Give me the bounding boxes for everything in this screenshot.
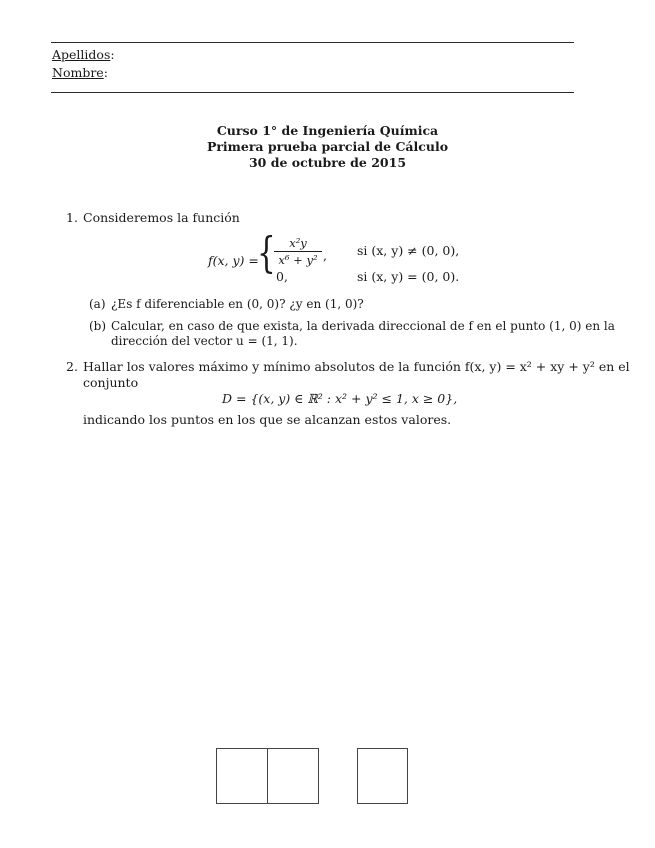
- problem1-intro: Consideremos la función: [83, 210, 240, 225]
- part-b-text-line1: Calcular, en caso de que exista, la derivada direccional de f en el punto (1, 0) en la: [111, 319, 615, 333]
- bottom-rule: [51, 92, 574, 93]
- piecewise-fraction: [274, 236, 322, 267]
- problem1-number: 1.: [66, 210, 78, 225]
- case1-comma: ,: [323, 248, 327, 263]
- course-title: Curso 1° de Ingeniería Química: [216, 123, 439, 138]
- cases-brace: {: [257, 228, 276, 277]
- grade-box-1[interactable]: [216, 748, 268, 804]
- case1-condition: si (x, y) ≠ (0, 0),: [357, 243, 460, 258]
- top-rule: [51, 42, 574, 43]
- part-b-text-line2: dirección del vector u = (1, 1).: [111, 334, 298, 348]
- problem2-text-line2: conjunto: [83, 375, 139, 390]
- part-a-label: (a): [89, 297, 106, 311]
- exam-title: Primera prueba parcial de Cálculo: [206, 139, 449, 154]
- function-lhs: f(x, y) =: [208, 253, 259, 268]
- case2-condition: si (x, y) = (0, 0).: [357, 269, 460, 284]
- nombre-field[interactable]: [52, 65, 108, 80]
- part-b-label: (b): [89, 319, 107, 333]
- grade-box-total[interactable]: [357, 748, 408, 804]
- grade-box-2[interactable]: [267, 748, 319, 804]
- apellidos-label: Apellidos: [52, 47, 111, 62]
- apellidos-field[interactable]: [52, 47, 115, 62]
- problem2-number: 2.: [66, 359, 78, 374]
- domain-set: D = {(x, y) ∈ ℝ² : x² + y² ≤ 1, x ≥ 0},: [222, 391, 458, 406]
- apellidos-colon: :: [110, 47, 115, 62]
- problem2-text-line3: indicando los puntos en los que se alcanzan estos valores.: [83, 412, 452, 427]
- fraction-denominator: x⁶ + y²: [278, 253, 318, 267]
- part-a-text: ¿Es f diferenciable en (0, 0)? ¿y en (1, 0)?: [111, 297, 364, 311]
- case2-value: 0,: [276, 269, 288, 284]
- nombre-colon: :: [103, 65, 108, 80]
- exam-date: 30 de octubre de 2015: [248, 155, 407, 170]
- fraction-numerator: x²y: [289, 236, 307, 250]
- problem2-text-line1: Hallar los valores máximo y mínimo absolutos de la función f(x, y) = x² + xy + y² en el: [83, 359, 630, 374]
- fraction-bar: [274, 251, 322, 252]
- nombre-label: Nombre: [52, 65, 104, 80]
